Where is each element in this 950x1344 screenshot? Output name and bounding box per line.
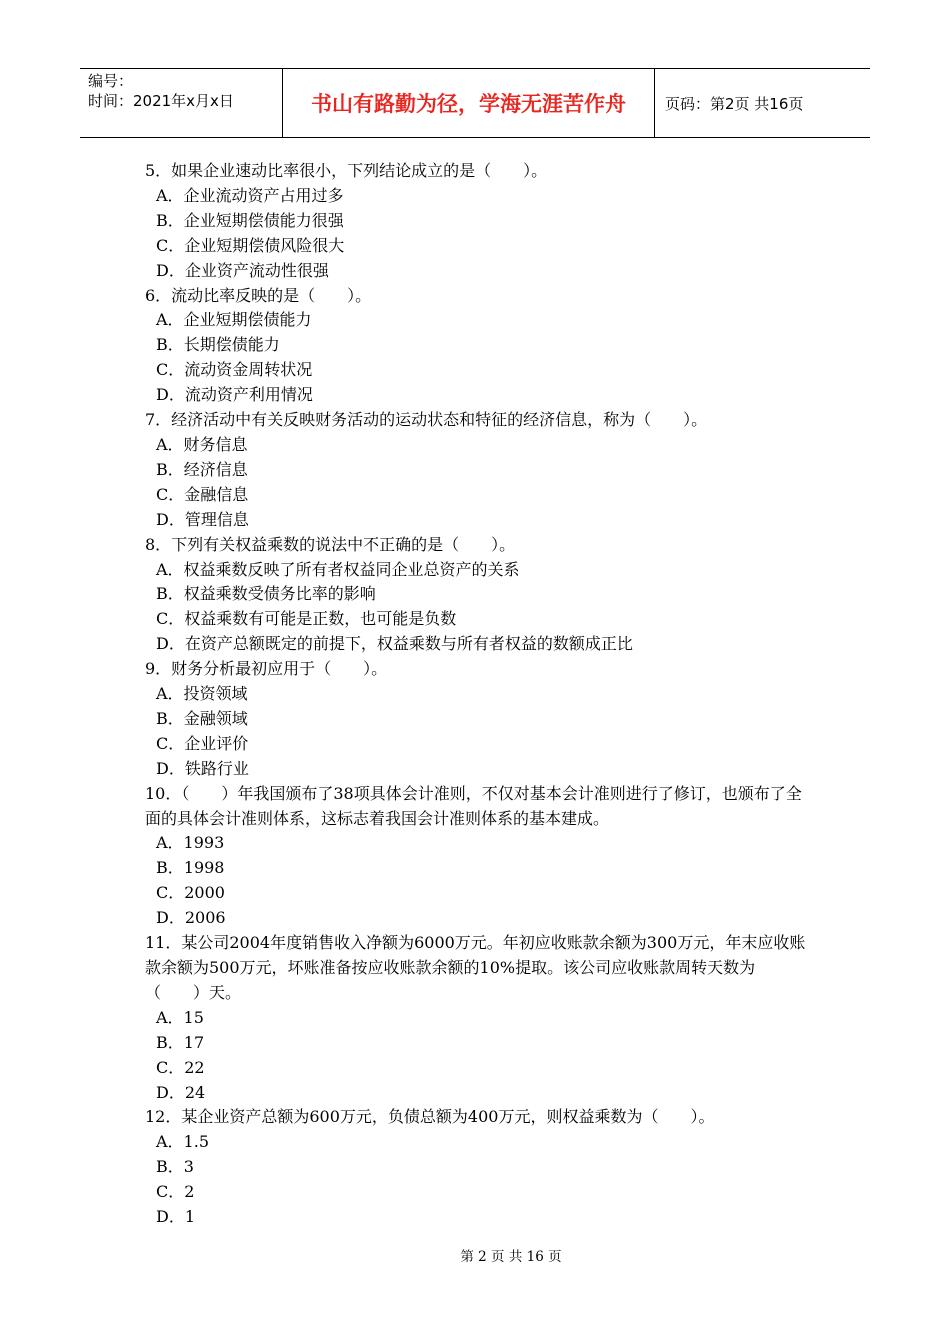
question-stem: 10．（ ）年我国颁布了38项具体会计准则，不仅对基本会计准则进行了修订，也颁布了全面的具体会计准则体系，这标志着我国会计准则体系的基本建成。: [145, 783, 802, 828]
answer-option: D．1: [156, 1207, 196, 1227]
answer-option: D．流动资产利用情况: [156, 385, 313, 405]
answer-option: A．投资领域: [156, 684, 248, 704]
answer-option: B．长期偿债能力: [156, 335, 280, 355]
question-stem: 7．经济活动中有关反映财务活动的运动状态和特征的经济信息，称为（ ）。: [145, 410, 708, 430]
question-block: [145, 1105, 810, 1230]
answer-option: D．在资产总额既定的前提下，权益乘数与所有者权益的数额成正比: [156, 634, 633, 654]
answer-option: B．1998: [156, 858, 225, 878]
answer-option: C．权益乘数有可能是正数，也可能是负数: [156, 609, 457, 629]
answer-option: D．企业资产流动性很强: [156, 260, 329, 280]
question-block: [145, 657, 810, 782]
answer-option: D．2006: [156, 908, 226, 928]
question-block: [145, 408, 810, 533]
question-block: [145, 782, 810, 931]
question-stem: 8．下列有关权益乘数的说法中不正确的是（ ）。: [145, 534, 516, 554]
document-date: 时间：2021年x月x日: [88, 92, 234, 110]
answer-option: A．15: [156, 1007, 204, 1027]
answer-option: A．企业流动资产占用过多: [156, 185, 344, 205]
question-stem: 9．财务分析最初应用于（ ）。: [145, 659, 388, 679]
answer-option: B．17: [156, 1032, 205, 1052]
answer-option: A．财务信息: [156, 434, 248, 454]
answer-option: B．企业短期偿债能力很强: [156, 210, 344, 230]
answer-option: D．管理信息: [156, 509, 249, 529]
answer-option: C．2: [156, 1182, 195, 1202]
answer-option: B．金融领域: [156, 708, 248, 728]
answer-option: D．24: [156, 1082, 206, 1102]
page-footer: 第 2 页 共 16 页: [460, 1249, 562, 1265]
answer-option: D．铁路行业: [156, 758, 249, 778]
question-block: [145, 284, 810, 409]
answer-option: C．流动资金周转状况: [156, 360, 313, 380]
question-stem: 12．某企业资产总额为600万元，负债总额为400万元，则权益乘数为（ ）。: [145, 1107, 715, 1127]
answer-option: C．企业评价: [156, 733, 249, 753]
answer-option: A．企业短期偿债能力: [156, 310, 312, 330]
question-list: [145, 159, 810, 1230]
question-block: [145, 533, 810, 658]
answer-option: C．企业短期偿债风险很大: [156, 235, 345, 255]
header-page-info: 页码：第2页 共16页: [665, 94, 804, 113]
answer-option: C．金融信息: [156, 484, 249, 504]
answer-option: C．22: [156, 1057, 205, 1077]
answer-option: A．1.5: [156, 1132, 210, 1152]
question-stem: 5．如果企业速动比率很小，下列结论成立的是（ ）。: [145, 161, 548, 180]
question-block: [145, 159, 810, 284]
page-header: [80, 68, 870, 138]
answer-option: A．权益乘数反映了所有者权益同企业总资产的关系: [156, 559, 520, 579]
question-block: [145, 931, 810, 1105]
header-motto: 书山有路勤为径，学海无涯苦作舟: [282, 69, 655, 137]
question-stem: 6．流动比率反映的是（ ）。: [145, 285, 372, 305]
answer-option: B．经济信息: [156, 459, 248, 479]
answer-option: A．1993: [156, 833, 225, 853]
question-stem: 11．某公司2004年度销售收入净额为6000万元。年初应收账款余额为300万元，年末应收账款余额为500万元，坏账准备按应收账款余额的10%提取。该公司应收账款周转天数为（ ）天。: [145, 933, 806, 1002]
answer-option: C．2000: [156, 883, 225, 903]
answer-option: B．3: [156, 1157, 194, 1177]
answer-option: B．权益乘数受债务比率的影响: [156, 584, 376, 604]
header-meta: [80, 69, 282, 137]
document-number-label: 编号：: [88, 72, 134, 90]
